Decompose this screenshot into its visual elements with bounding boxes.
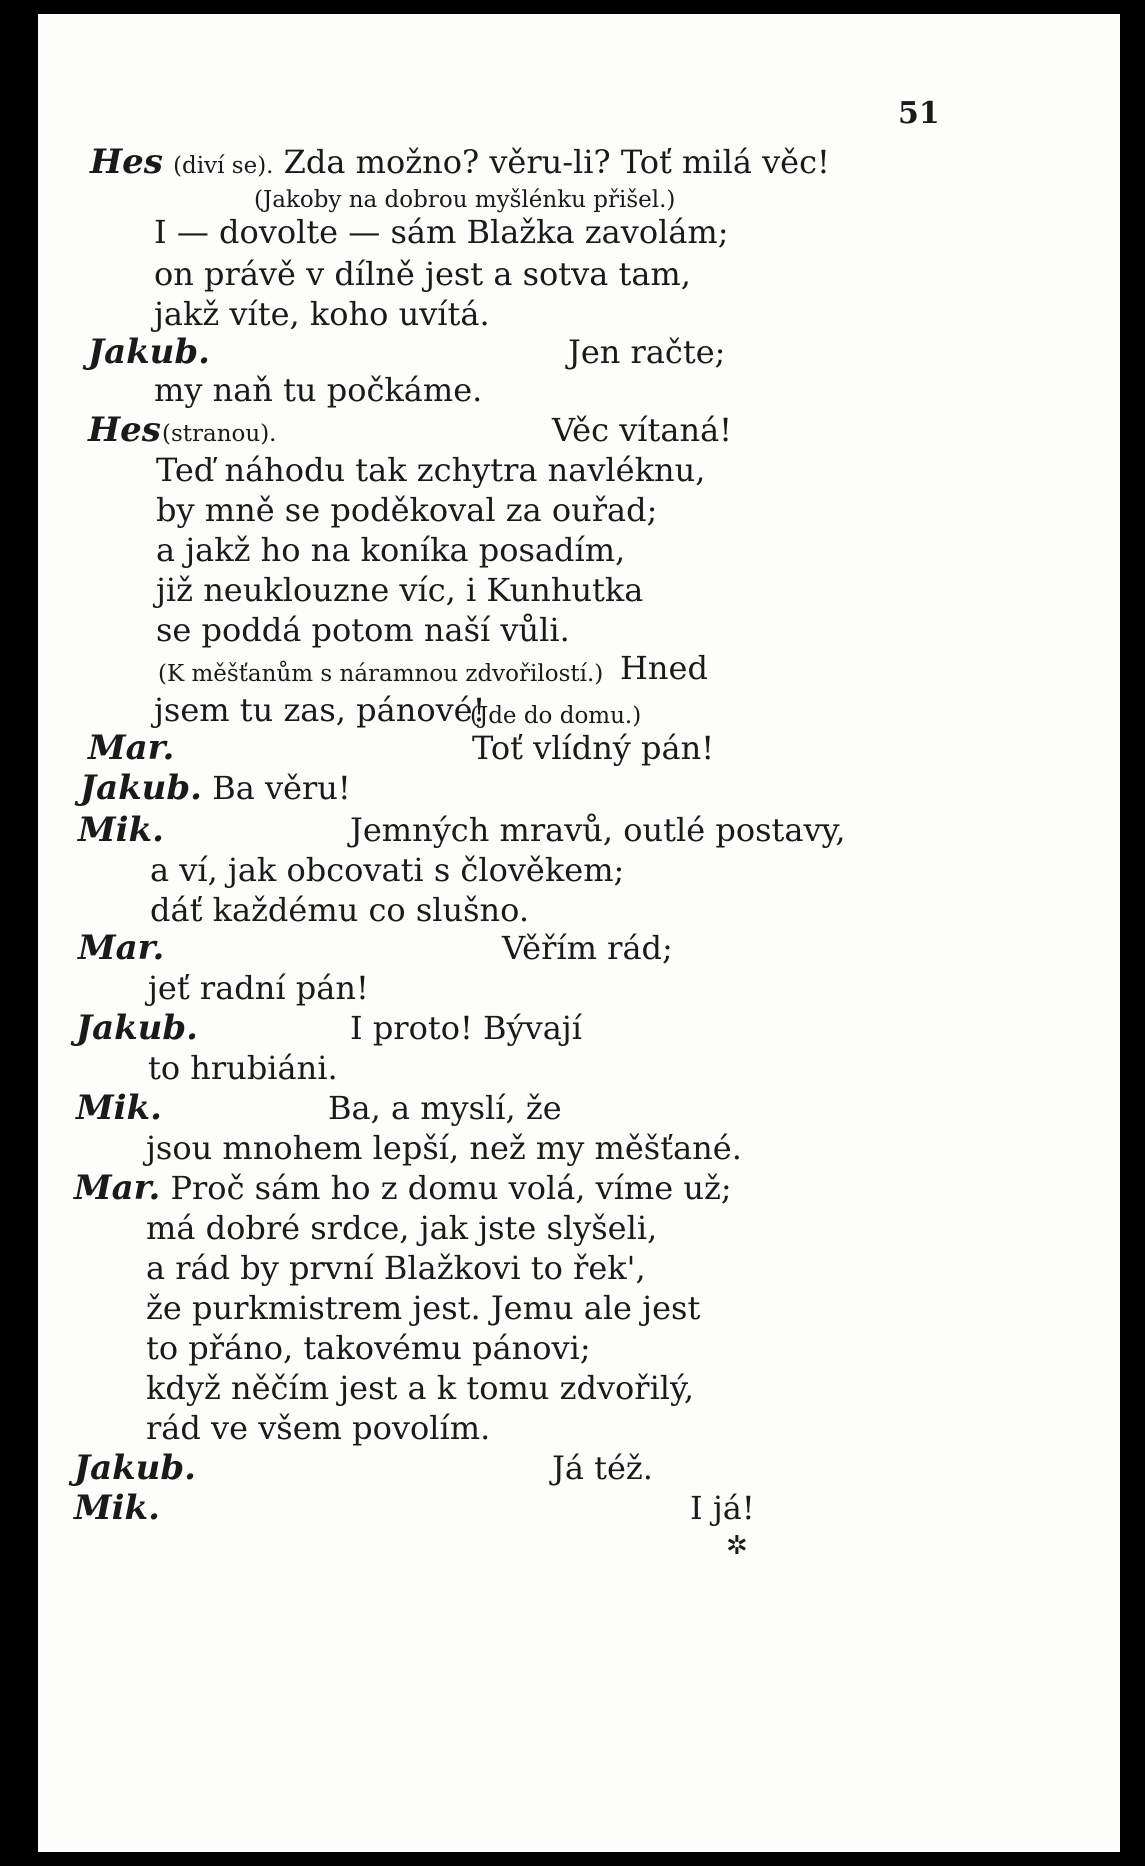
speaker-name: Jakub. bbox=[74, 1448, 197, 1488]
verse-line: se poddá potom naší vůli. bbox=[156, 611, 570, 649]
speaker-name: Hes bbox=[90, 142, 163, 182]
verse-line: to hrubiáni. bbox=[148, 1049, 338, 1087]
verse-text: Ba, a myslí, že bbox=[328, 1089, 562, 1127]
verse-text: I proto! Bývají bbox=[350, 1009, 582, 1047]
verse-text: Věřím rád; bbox=[502, 929, 673, 967]
end-ornament: ✲ bbox=[726, 1531, 748, 1561]
verse-line bbox=[74, 1168, 732, 1208]
speaker-name: Mik. bbox=[74, 1488, 160, 1528]
book-page bbox=[38, 14, 1120, 1852]
speaker-name: Jakub. bbox=[80, 768, 203, 808]
verse-line: již neuklouzne víc, i Kunhutka bbox=[156, 571, 644, 609]
stage-direction: (Jde do domu.) bbox=[470, 703, 642, 729]
verse-text: jsem tu zas, pánové! bbox=[154, 691, 486, 729]
verse-line: když něčím jest a k tomu zdvořilý, bbox=[146, 1369, 695, 1407]
verse-text: Proč sám ho z domu volá, víme už; bbox=[170, 1169, 732, 1207]
speaker-name: Mar. bbox=[78, 928, 165, 968]
verse-text: Hned bbox=[620, 649, 708, 687]
verse-line: že purkmistrem jest. Jemu ale jest bbox=[146, 1289, 701, 1327]
verse-line: to přáno, takovému pánovi; bbox=[146, 1329, 591, 1367]
verse-text: Zda možno? věru-li? Toť milá věc! bbox=[283, 143, 830, 181]
verse-text: Jen račte; bbox=[568, 333, 726, 371]
verse-text: I já! bbox=[690, 1489, 755, 1527]
verse-line: Teď náhodu tak zchytra navléknu, bbox=[156, 451, 706, 489]
stage-direction: (K měšťanům s náramnou zdvořilostí.) bbox=[158, 661, 604, 687]
verse-line: jakž víte, koho uvítá. bbox=[154, 295, 490, 333]
speaker-name: Hes bbox=[88, 410, 161, 450]
verse-line: I — dovolte — sám Blažka zavolám; bbox=[154, 213, 729, 251]
stage-direction: (Jakoby na dobrou myšlénku přišel.) bbox=[254, 187, 676, 213]
verse-line: by mně se poděkoval za ouřad; bbox=[156, 491, 658, 529]
verse-line: a rád by první Blažkovi to řek', bbox=[146, 1249, 646, 1287]
verse-line: má dobré srdce, jak jste slyšeli, bbox=[146, 1209, 658, 1247]
verse-line: my naň tu počkáme. bbox=[154, 371, 483, 409]
verse-line: a ví, jak obcovati s člověkem; bbox=[150, 851, 625, 889]
verse-line: dáť každému co slušno. bbox=[150, 891, 529, 929]
speaker-name: Jakub. bbox=[76, 1008, 199, 1048]
verse-line: jsou mnohem lepší, než my měšťané. bbox=[146, 1129, 742, 1167]
speaker-name: Mar. bbox=[88, 728, 175, 768]
speaker-name: Jakub. bbox=[88, 332, 211, 372]
speaker-name: Mar. bbox=[74, 1168, 161, 1208]
verse-text: Ba věru! bbox=[212, 769, 351, 807]
speaker-name: Mik. bbox=[78, 810, 164, 850]
verse-text: Jemných mravů, outlé postavy, bbox=[350, 811, 846, 849]
verse-line: rád ve všem povolím. bbox=[146, 1409, 491, 1447]
speaker-name: Mik. bbox=[76, 1088, 162, 1128]
page-number: 51 bbox=[898, 96, 940, 131]
verse-text: Toť vlídný pán! bbox=[472, 729, 715, 767]
verse-line: jeť radní pán! bbox=[148, 969, 369, 1007]
verse-text: Věc vítaná! bbox=[552, 411, 732, 449]
verse-line: on právě v dílně jest a sotva tam, bbox=[154, 255, 691, 293]
stage-direction: (stranou). bbox=[162, 421, 277, 447]
stage-direction: (diví se). bbox=[173, 153, 274, 179]
verse-line bbox=[80, 768, 351, 808]
verse-text: Já též. bbox=[552, 1449, 653, 1487]
verse-line: a jakž ho na koníka posadím, bbox=[156, 531, 626, 569]
